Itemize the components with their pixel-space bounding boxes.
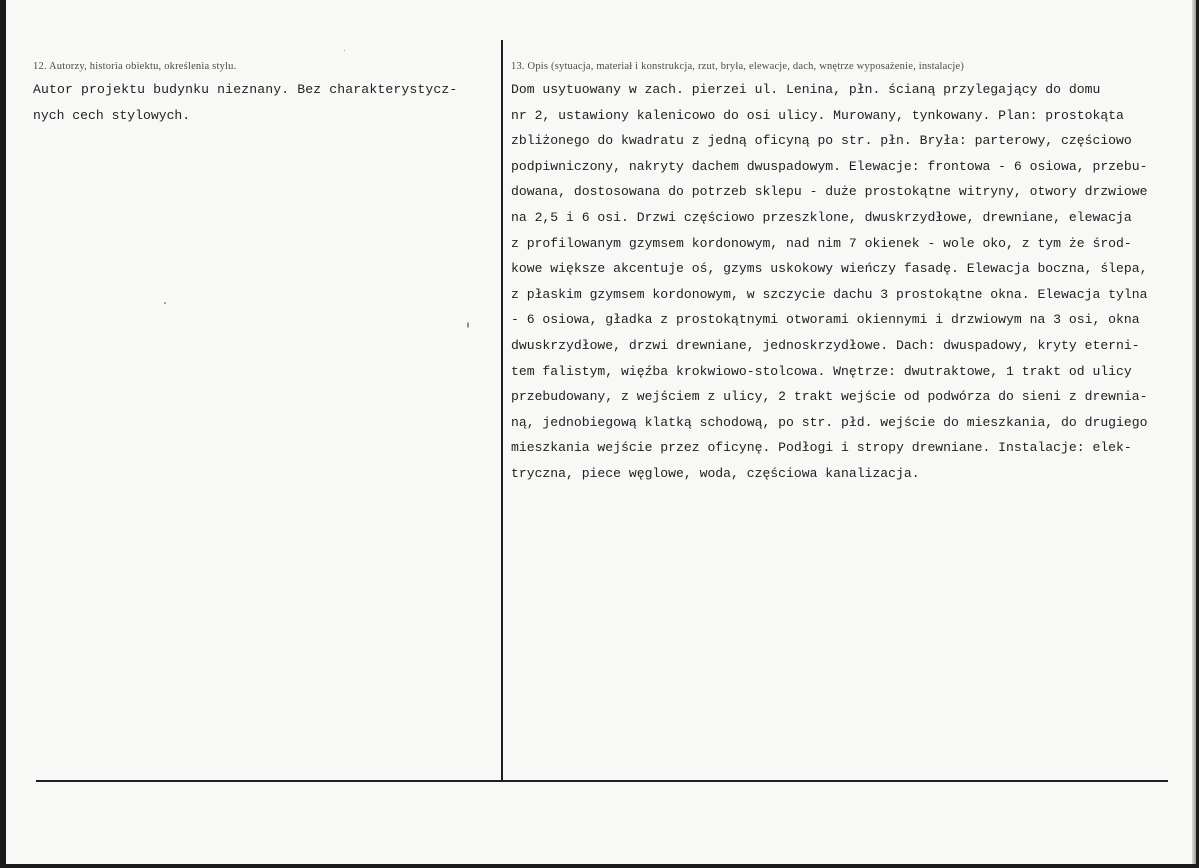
body-line: ną, jednobiegową klatką schodową, po str. płd. wejście do mieszkania, do drugiego — [511, 414, 1148, 430]
body-line: dowana, dostosowana do potrzeb sklepu - duże prostokątne witryny, otwory drzwiowe — [511, 184, 1148, 200]
body-line: na 2,5 i 6 osi. Drzwi częściowo przeszklone, dwuskrzydłowe, drewniane, elewacja — [511, 209, 1132, 225]
column-divider — [501, 40, 503, 782]
body-line: podpiwniczony, nakryty dachem dwuspadowym. Elewacje: frontowa - 6 osiowa, przebu- — [511, 158, 1148, 174]
body-line: Autor projektu budynku nieznany. Bez charakterystycz- — [33, 82, 458, 97]
section-12-heading: 12. Autorzy, historia obiektu, określenia stylu. — [33, 61, 237, 72]
body-line: nych cech stylowych. — [33, 107, 191, 123]
section-13-heading: 13. Opis (sytuacja, materiał i konstrukcja, rzut, bryła, elewacje, dach, wnętrze wyposażenie, instalacje) — [511, 61, 965, 72]
section-12-body — [33, 77, 457, 128]
body-line: kowe większe akcentuje oś, gzyms uskokowy wieńczy fasadę. Elewacja boczna, ślepa, — [511, 261, 1148, 277]
body-line: nr 2, ustawiony kalenicowo do osi ulicy. Murowany, tynkowany. Plan: prostokąta — [511, 107, 1124, 123]
body-line: Dom usytuowany w zach. pierzei ul. Lenina, płn. ścianą przylegający do domu — [511, 82, 1101, 97]
body-line: z płaskim gzymsem kordonowym, w szczycie dachu 3 prostokątne okna. Elewacja tylna — [511, 286, 1148, 302]
bottom-rule — [36, 780, 1168, 782]
body-line: tryczna, piece węglowe, woda, częściowa kanalizacja. — [511, 465, 920, 481]
paper-speck — [164, 302, 166, 304]
body-line: z profilowanym gzymsem kordonowym, nad nim 7 okienek - wole oko, z tym że środ- — [511, 235, 1132, 251]
body-line: przebudowany, z wejściem z ulicy, 2 trakt wejście od podwórza do sieni z drewnia- — [511, 389, 1148, 405]
body-line: - 6 osiowa, gładka z prostokątnymi otworami okiennymi i drzwiowym na 3 osi, okna — [511, 312, 1140, 328]
paper-speck — [467, 322, 469, 328]
body-line: tem falistym, więźba krokwiowo-stolcowa. Wnętrze: dwutraktowe, 1 trakt od ulicy — [511, 363, 1132, 379]
body-line: zbliżonego do kwadratu z jedną oficyną po str. płn. Bryła: parterowy, częściowo — [511, 133, 1132, 149]
page-edge-shadow — [1192, 0, 1196, 864]
section-13-body — [511, 77, 1147, 487]
paper-speck — [344, 50, 345, 51]
body-line: dwuskrzydłowe, drzwi drewniane, jednoskrzydłowe. Dach: dwuspadowy, kryty eterni- — [511, 337, 1140, 353]
body-line: mieszkania wejście przez oficynę. Podłogi i stropy drewniane. Instalacje: elek- — [511, 440, 1132, 456]
document-page — [6, 0, 1196, 864]
